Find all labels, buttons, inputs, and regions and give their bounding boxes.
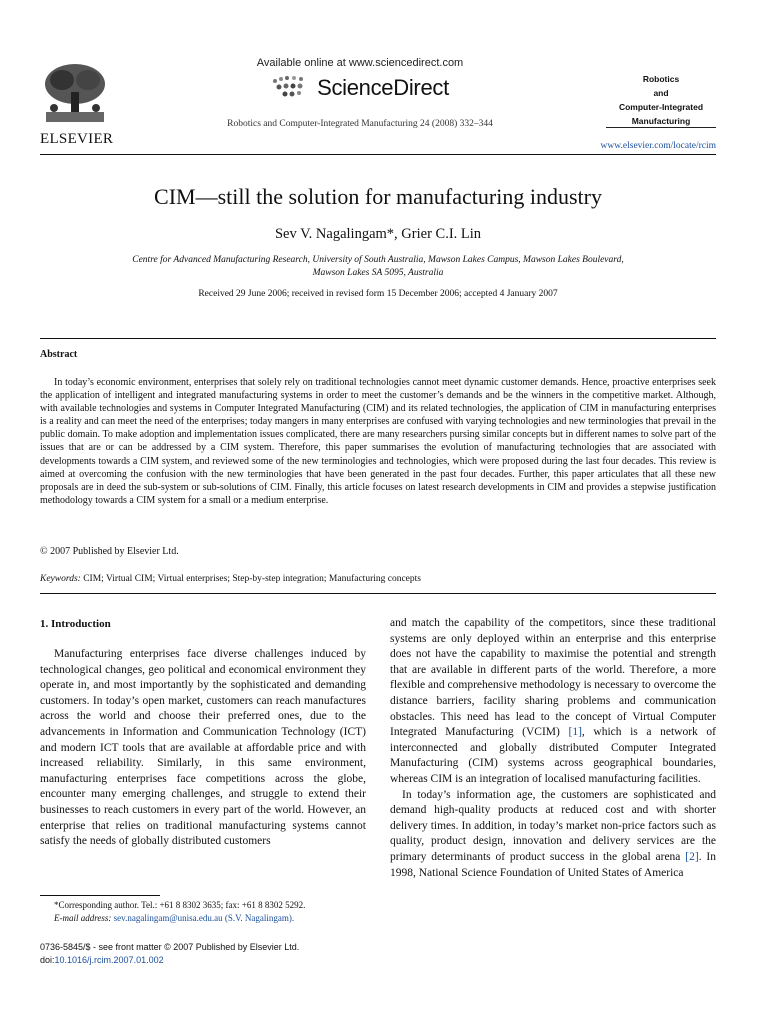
paragraph-text: In today’s information age, the customers are sophisticated and demand high-quality products at reduced cost and with shorter delivery times. In addition, in today’s market non-price factors such as quality, product design, innovation and delivery services are the primary determinants of product success in the global arena	[390, 788, 716, 863]
header-divider	[40, 154, 716, 155]
corresponding-author-note: *Corresponding author. Tel.: +61 8 8302 3635; fax: +61 8 8302 5292.	[54, 900, 306, 910]
sciencedirect-dots-icon	[271, 75, 311, 101]
abstract-text: In today’s economic environment, enterprises that solely rely on traditional technologies cannot meet dynamic customer demands. Hence, proactive enterprises seek the application of intelligent and integrated manufacturing systems in order to meet the customer’s demands and be the winners in the competitive market. Although, with available technologies and systems in Computer Integrated Manufacturing (CIM) and its related technologies, the application of CIM in manufacturing enterprises is a reality and can meet the need of the enterprises; today mangers in many enterprises are confused with varying technologies and new terminologies that prevail in the public domain. To make adoption and implementation issues complicated, there are many researchers pursing similar concepts but in different names to solve part of the issues that are or can be addressed by a CIM system. Therefore, this paper summarises the evolution of manufacturing technologies that are associated with developments towards a CIM system, and reviewed some of the new terminologies and technologies, which were proposed during the last four decades. This review is aimed at overcoming the confusion with the new terminologies that have been generated in the past four decades. Further, this paper articulates that all these new proposals are in deed the sub-system or sub-solutions of CIM. Finally, this article focuses on latest research developments in CIM and provides a stepwise justification methodology towards a CIM system for a small or a medium enterprise.	[40, 377, 716, 506]
article-authors: Sev V. Nagalingam*, Grier C.I. Lin	[274, 226, 482, 242]
sciencedirect-logo	[200, 75, 520, 101]
publisher-name: ELSEVIER	[40, 131, 114, 147]
issn-line: 0736-5845/$ - see front matter © 2007 Published by Elsevier Ltd.	[40, 942, 300, 952]
paragraph-text: and match the capability of the competitors, since these traditional systems are only deployed within an enterprise and this enterprise does not have the capability to maximise the potential and strength that are available in different parts of the world. Therefore, a more flexible and comprehensive methodology is necessary to overcome the distance barriers, facility sharing problems and communication obstacles. This need has lead to the concept of Virtual Computer Integrated Manufacturing (VCIM)	[390, 617, 716, 739]
abstract-heading: Abstract	[40, 349, 78, 360]
left-column-paragraph: Manufacturing enterprises face diverse challenges induced by technological changes, geo political and economical environment they operate in, and most importantly by the sophisticated and demanding customers. In today’s open market, customers can reach manufactures across the world and choose their preferred ones, due to the advancements in Information and Communication Technology (ICT) and modern ICT tools that are available at affordable price and with increased reliability. Similarly, in this same environment, manufacturing enterprises face competitions across the globe, encounter many emerging challenges, and struggle to extend their businesses to reach customers in every part of the world. However, an enterprise that relies on traditional manufacturing systems cannot satisfy the needs of globally distributed customers	[40, 648, 366, 848]
section-heading: 1. Introduction	[40, 618, 111, 630]
footnote-divider	[40, 895, 160, 896]
journal-box-line: Robotics	[642, 74, 680, 84]
abstract-copyright: © 2007 Published by Elsevier Ltd.	[40, 546, 179, 557]
affiliation-line-2: Mawson Lakes SA 5095, Australia	[312, 268, 444, 278]
keywords-text: CIM; Virtual CIM; Virtual enterprises; Step-by-step integration; Manufacturing concepts	[80, 574, 421, 584]
journal-box-line: and	[653, 88, 669, 98]
citation-link[interactable]: [2]	[685, 850, 699, 863]
right-paragraph-2	[390, 788, 716, 882]
article-title: CIM—still the solution for manufacturing industry	[154, 184, 602, 209]
elsevier-tree-icon	[40, 62, 110, 124]
abstract-divider-top	[40, 338, 716, 339]
journal-title-box	[606, 66, 716, 128]
email-link[interactable]: sev.nagalingam@unisa.edu.au (S.V. Nagalingam).	[111, 912, 295, 923]
email-line	[40, 912, 370, 925]
available-online-text[interactable]: Available online at www.sciencedirect.com	[256, 57, 464, 69]
journal-url-link[interactable]: www.elsevier.com/locate/rcim	[600, 141, 716, 151]
keywords-line	[40, 574, 421, 584]
front-matter-footer	[40, 941, 299, 966]
doi-prefix: doi:	[40, 954, 55, 965]
sciencedirect-wordmark: ScienceDirect	[317, 75, 449, 100]
author-affiliation	[80, 254, 676, 280]
article-dates: Received 29 June 2006; received in revised form 15 December 2006; accepted 4 January 2007	[198, 289, 558, 299]
email-label: E-mail address:	[54, 912, 112, 923]
masthead	[200, 57, 520, 129]
keywords-label: Keywords:	[40, 574, 81, 584]
elsevier-logo	[40, 62, 116, 147]
affiliation-line-1: Centre for Advanced Manufacturing Research, University of South Australia, Mawson Lakes Campus, Mawson Lakes Boulevard,	[132, 255, 624, 265]
footnote	[40, 899, 370, 924]
paragraph-text: . In 1998, National Science Foundation of United States of America	[390, 850, 716, 879]
journal-box-line: Computer-Integrated	[618, 102, 704, 112]
doi-link[interactable]: 10.1016/j.rcim.2007.01.002	[54, 954, 164, 965]
paragraph-text: , which is a network of interconnected and globally distributed Computer Integrated Manufacturing (CIM) systems across geographical boundaries, whereas CIM is an integration of localised manufacturing facilities.	[390, 726, 716, 785]
journal-box-line: Manufacturing	[631, 116, 691, 126]
citation-link[interactable]: [1]	[568, 726, 582, 739]
doi-line	[40, 954, 299, 967]
journal-citation: Robotics and Computer-Integrated Manufacturing 24 (2008) 332–344	[227, 119, 493, 129]
right-column	[390, 616, 716, 881]
abstract-divider-bottom	[40, 593, 716, 594]
right-paragraph-1	[390, 616, 716, 788]
